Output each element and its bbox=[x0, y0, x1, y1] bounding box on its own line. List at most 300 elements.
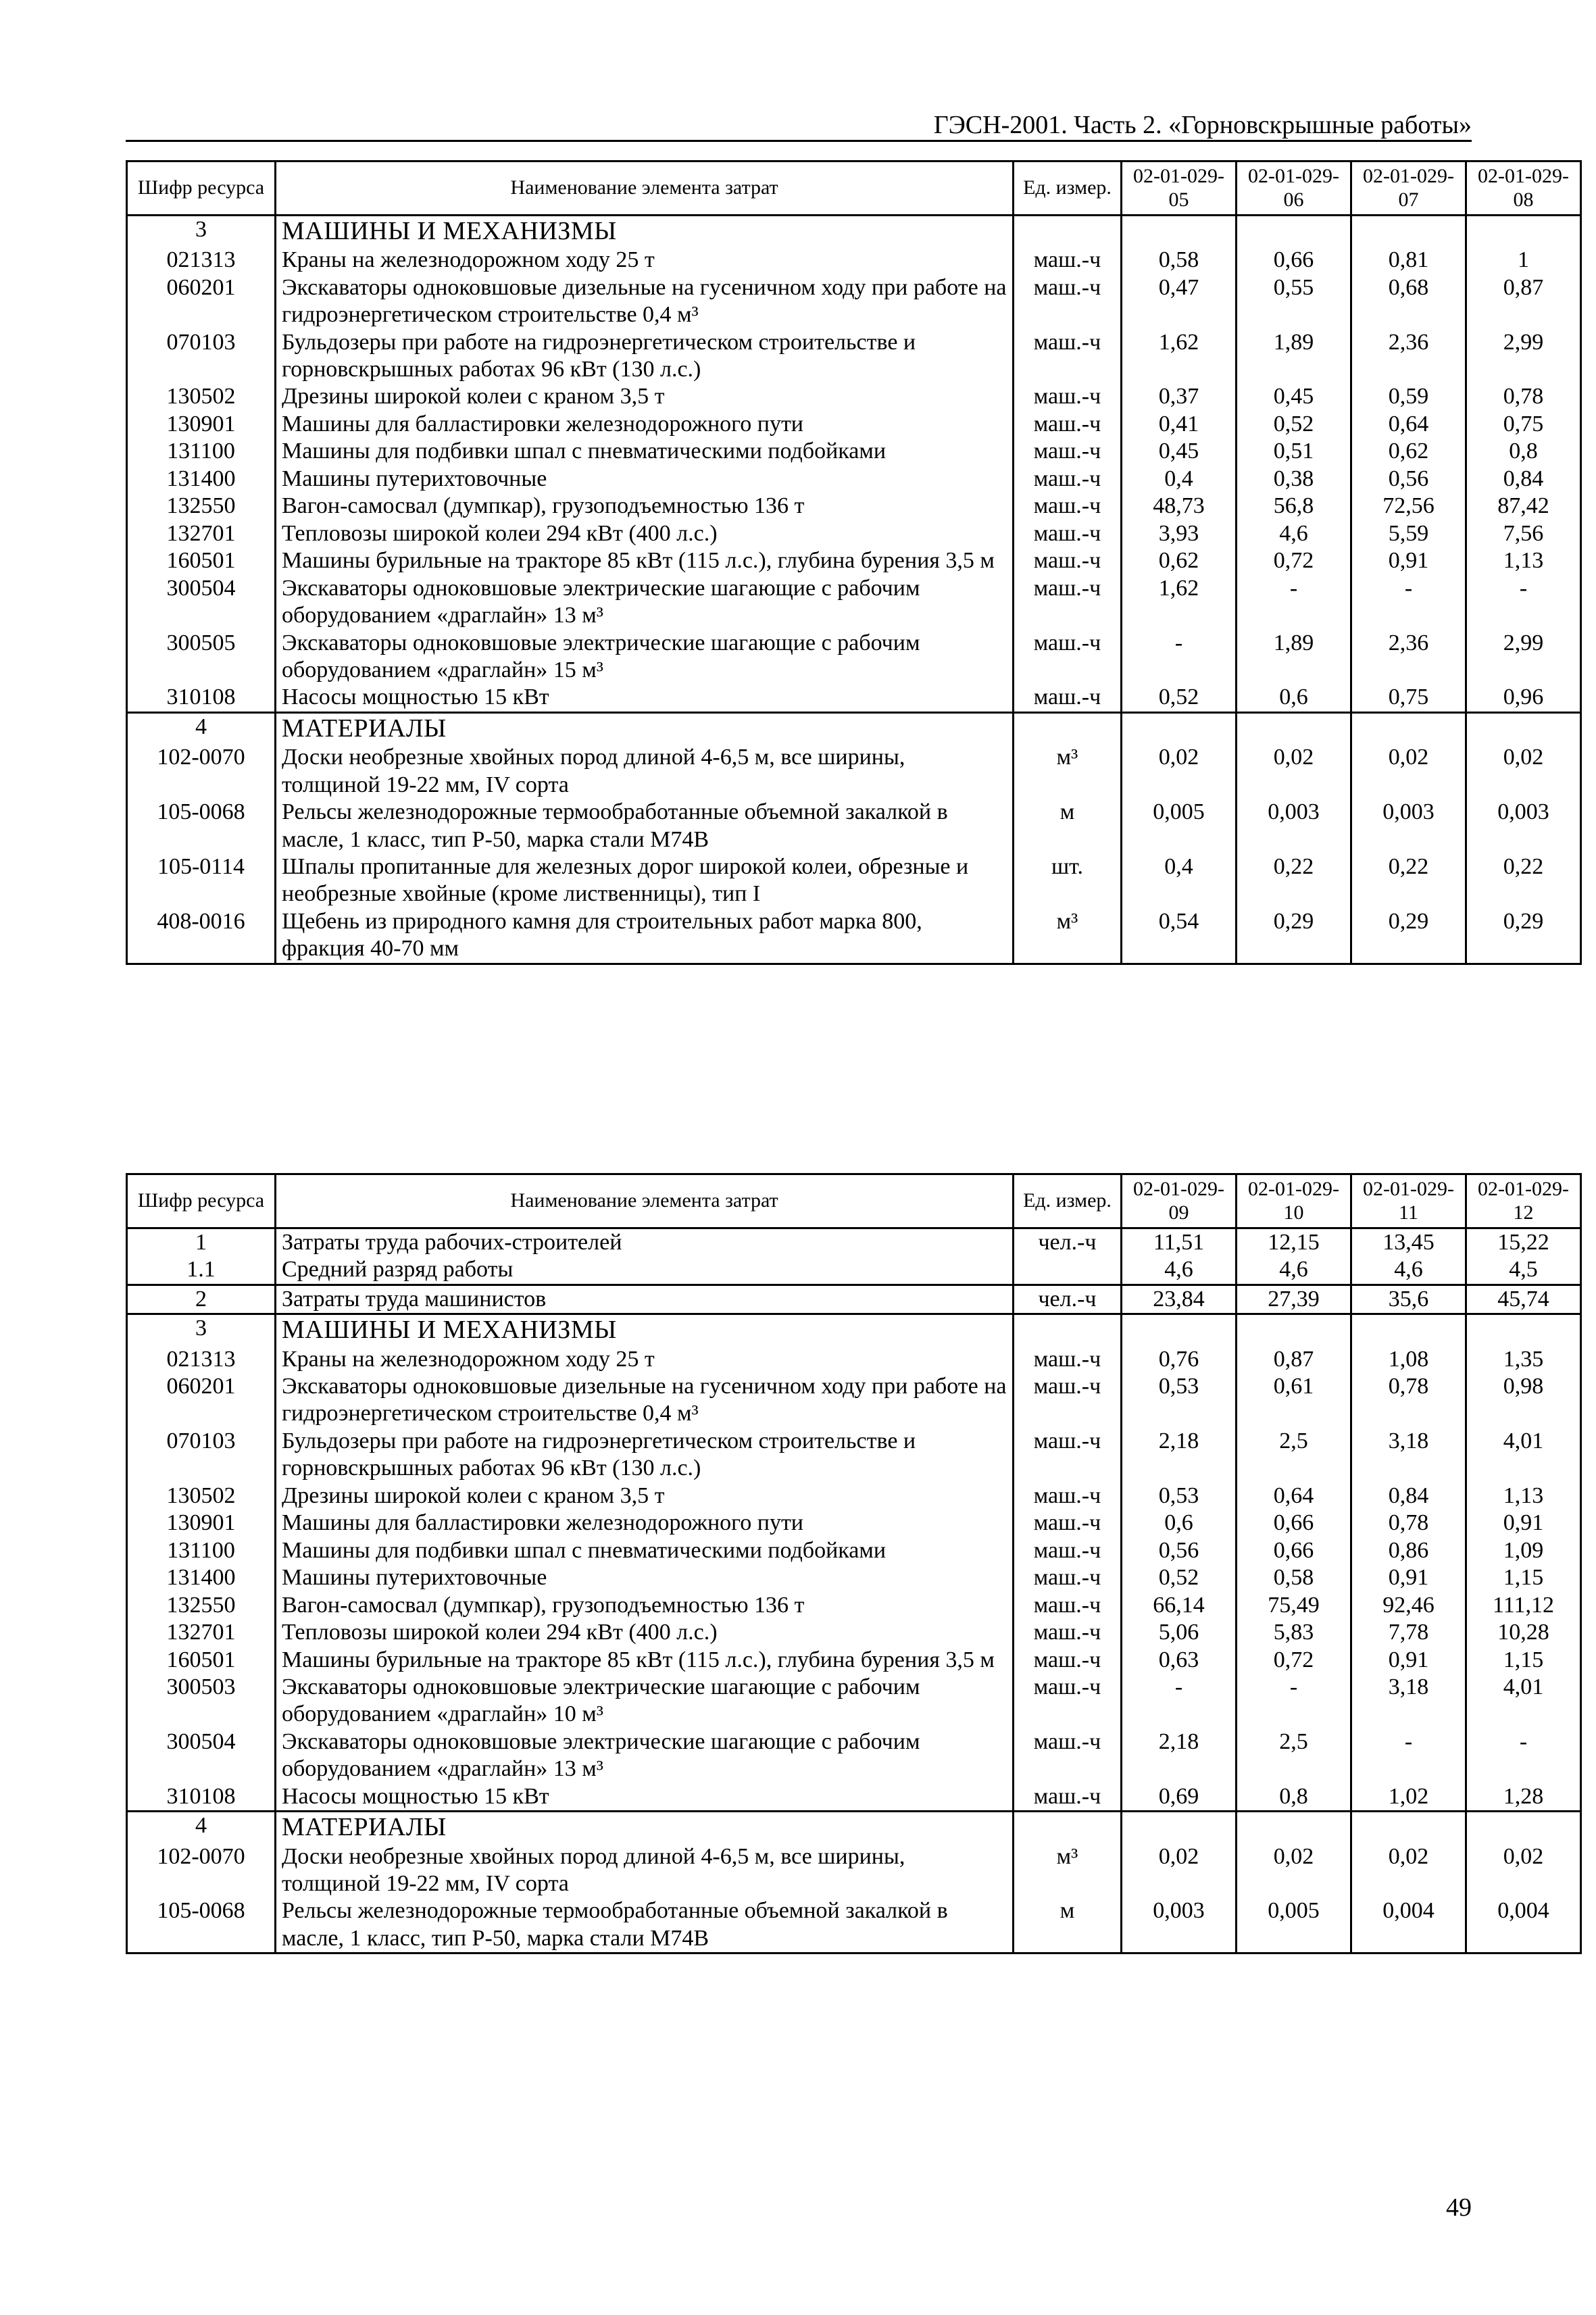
section-title: МАТЕРИАЛЫ bbox=[276, 1812, 1014, 1843]
empty-cell bbox=[1351, 1812, 1466, 1843]
rate-value-2: 0,55 bbox=[1237, 274, 1351, 329]
rate-value-4: 111,12 bbox=[1466, 1592, 1581, 1619]
table-row bbox=[127, 1537, 1581, 1564]
rate-value-3: 92,46 bbox=[1351, 1592, 1466, 1619]
table-row bbox=[127, 1510, 1581, 1537]
table-row bbox=[127, 1346, 1581, 1373]
resource-code: 070103 bbox=[127, 1428, 276, 1483]
rate-value-4: 0,004 bbox=[1466, 1897, 1581, 1953]
cost-element-name: Машины бурильные на тракторе 85 кВт (115 л.с.), глубина бурения 3,5 м bbox=[276, 1647, 1014, 1674]
rate-value-4: 1,09 bbox=[1466, 1537, 1581, 1564]
rate-value-3: 0,68 bbox=[1351, 274, 1466, 329]
cost-element-name: Вагон-самосвал (думпкар), грузоподъемностью 136 т bbox=[276, 493, 1014, 520]
section-row bbox=[127, 216, 1581, 247]
rate-value-1: 0,53 bbox=[1122, 1483, 1237, 1510]
rate-value-4: 0,78 bbox=[1466, 383, 1581, 410]
rate-value-1: 0,69 bbox=[1122, 1783, 1237, 1812]
empty-cell bbox=[1122, 712, 1237, 744]
unit: маш.-ч bbox=[1014, 1346, 1122, 1373]
rate-value-3: 4,6 bbox=[1351, 1256, 1466, 1285]
table-row bbox=[127, 383, 1581, 410]
table-row bbox=[127, 1285, 1581, 1314]
table-row bbox=[127, 575, 1581, 630]
empty-cell bbox=[1237, 712, 1351, 744]
empty-cell bbox=[1122, 1812, 1237, 1843]
rate-value-3: 3,18 bbox=[1351, 1428, 1466, 1483]
rate-value-4: 2,99 bbox=[1466, 329, 1581, 384]
rate-value-3: 1,08 bbox=[1351, 1346, 1466, 1373]
header-rate-2: 02-01-029-10 bbox=[1237, 1174, 1351, 1228]
empty-cell bbox=[1466, 1314, 1581, 1346]
rate-value-1: 3,93 bbox=[1122, 520, 1237, 547]
table-row bbox=[127, 1256, 1581, 1285]
rate-value-3: 0,59 bbox=[1351, 383, 1466, 410]
rate-value-3: 0,75 bbox=[1351, 684, 1466, 712]
cost-element-name: Машины бурильные на тракторе 85 кВт (115 л.с.), глубина бурения 3,5 м bbox=[276, 547, 1014, 574]
unit: маш.-ч bbox=[1014, 1510, 1122, 1537]
resource-code: 132701 bbox=[127, 520, 276, 547]
rate-value-4: - bbox=[1466, 1728, 1581, 1783]
unit: м bbox=[1014, 1897, 1122, 1953]
rate-value-1: 0,47 bbox=[1122, 274, 1237, 329]
resource-code: 310108 bbox=[127, 1783, 276, 1812]
header-rate-3: 02-01-029-11 bbox=[1351, 1174, 1466, 1228]
unit: маш.-ч bbox=[1014, 329, 1122, 384]
unit: маш.-ч bbox=[1014, 1564, 1122, 1591]
cost-element-name: Затраты труда рабочих-строителей bbox=[276, 1228, 1014, 1257]
rate-value-3: 0,56 bbox=[1351, 466, 1466, 493]
resource-code: 105-0114 bbox=[127, 853, 276, 908]
table-row bbox=[127, 630, 1581, 684]
cost-element-name: Экскаваторы одноковшовые дизельные на гусеничном ходу при работе на гидроэнергетическом строительстве 0,4 м³ bbox=[276, 274, 1014, 329]
resource-code: 102-0070 bbox=[127, 1843, 276, 1898]
rate-value-2: 1,89 bbox=[1237, 329, 1351, 384]
rate-value-1: 0,003 bbox=[1122, 1897, 1237, 1953]
empty-cell bbox=[1237, 216, 1351, 247]
resource-code: 300503 bbox=[127, 1674, 276, 1728]
rate-value-4: 0,75 bbox=[1466, 411, 1581, 438]
rate-value-4: 0,29 bbox=[1466, 908, 1581, 964]
rate-value-2: 0,51 bbox=[1237, 438, 1351, 465]
cost-element-name: Доски необрезные хвойных пород длиной 4-6,5 м, все ширины, толщиной 19-22 мм, IV сорта bbox=[276, 1843, 1014, 1898]
resource-code: 1 bbox=[127, 1228, 276, 1257]
rate-value-2: 0,66 bbox=[1237, 1537, 1351, 1564]
unit: м bbox=[1014, 799, 1122, 853]
header-rate-1: 02-01-029-05 bbox=[1122, 161, 1237, 216]
section-title: МАШИНЫ И МЕХАНИЗМЫ bbox=[276, 1314, 1014, 1346]
rate-value-4: 0,02 bbox=[1466, 744, 1581, 799]
rate-value-3: 35,6 bbox=[1351, 1285, 1466, 1314]
section-title: МАТЕРИАЛЫ bbox=[276, 712, 1014, 744]
header-unit: Ед. измер. bbox=[1014, 1174, 1122, 1228]
rate-value-1: 2,18 bbox=[1122, 1428, 1237, 1483]
unit: маш.-ч bbox=[1014, 274, 1122, 329]
rate-value-1: 0,6 bbox=[1122, 1510, 1237, 1537]
unit: маш.-ч bbox=[1014, 575, 1122, 630]
page-header-title: ГЭСН-2001. Часть 2. «Горновскрышные работы» bbox=[933, 111, 1472, 139]
unit: маш.-ч bbox=[1014, 383, 1122, 410]
unit: маш.-ч bbox=[1014, 547, 1122, 574]
section-row bbox=[127, 1812, 1581, 1843]
section-code: 3 bbox=[127, 216, 276, 247]
unit: маш.-ч bbox=[1014, 1783, 1122, 1812]
rate-value-1: 0,45 bbox=[1122, 438, 1237, 465]
rate-value-3: 5,59 bbox=[1351, 520, 1466, 547]
resource-code: 160501 bbox=[127, 547, 276, 574]
rate-value-4: - bbox=[1466, 575, 1581, 630]
resource-code: 102-0070 bbox=[127, 744, 276, 799]
resource-code: 160501 bbox=[127, 1647, 276, 1674]
rate-value-2: 0,22 bbox=[1237, 853, 1351, 908]
cost-element-name: Рельсы железнодорожные термообработанные объемной закалкой в масле, 1 класс, тип Р-50, марка стали М74В bbox=[276, 1897, 1014, 1953]
rate-value-1: - bbox=[1122, 1674, 1237, 1728]
rate-value-3: 2,36 bbox=[1351, 630, 1466, 684]
rate-value-1: 4,6 bbox=[1122, 1256, 1237, 1285]
unit: м³ bbox=[1014, 1843, 1122, 1898]
cost-element-name: Доски необрезные хвойных пород длиной 4-6,5 м, все ширины, толщиной 19-22 мм, IV сорта bbox=[276, 744, 1014, 799]
rate-value-1: 0,41 bbox=[1122, 411, 1237, 438]
unit: маш.-ч bbox=[1014, 1373, 1122, 1428]
rate-value-2: 0,58 bbox=[1237, 1564, 1351, 1591]
unit: маш.-ч bbox=[1014, 493, 1122, 520]
cost-element-name: Краны на железнодорожном ходу 25 т bbox=[276, 1346, 1014, 1373]
rate-value-4: 0,98 bbox=[1466, 1373, 1581, 1428]
empty-cell bbox=[1466, 1812, 1581, 1843]
table-row bbox=[127, 799, 1581, 853]
header-rate-3: 02-01-029-07 bbox=[1351, 161, 1466, 216]
table-row bbox=[127, 1783, 1581, 1812]
rate-value-1: 48,73 bbox=[1122, 493, 1237, 520]
resource-code: 060201 bbox=[127, 1373, 276, 1428]
table-row bbox=[127, 908, 1581, 964]
table-row bbox=[127, 744, 1581, 799]
rate-value-2: 27,39 bbox=[1237, 1285, 1351, 1314]
rate-value-3: 0,003 bbox=[1351, 799, 1466, 853]
unit bbox=[1014, 1256, 1122, 1285]
section-row bbox=[127, 712, 1581, 744]
cost-element-name: Экскаваторы одноковшовые электрические шагающие с рабочим оборудованием «драглайн» 15 м³ bbox=[276, 630, 1014, 684]
rate-value-3: 0,86 bbox=[1351, 1537, 1466, 1564]
cost-element-name: Тепловозы широкой колеи 294 кВт (400 л.с.) bbox=[276, 520, 1014, 547]
table-row bbox=[127, 438, 1581, 465]
rate-value-4: 1,15 bbox=[1466, 1647, 1581, 1674]
unit: чел.-ч bbox=[1014, 1285, 1122, 1314]
rate-value-1: 0,02 bbox=[1122, 1843, 1237, 1898]
resource-code: 132701 bbox=[127, 1619, 276, 1646]
rate-value-1: 0,4 bbox=[1122, 466, 1237, 493]
rate-value-4: 0,8 bbox=[1466, 438, 1581, 465]
resource-code: 131100 bbox=[127, 438, 276, 465]
rate-value-4: 87,42 bbox=[1466, 493, 1581, 520]
table-row bbox=[127, 1674, 1581, 1728]
rate-value-3: 13,45 bbox=[1351, 1228, 1466, 1257]
rate-value-2: 0,52 bbox=[1237, 411, 1351, 438]
cost-element-name: Шпалы пропитанные для железных дорог широкой колеи, обрезные и необрезные хвойные (кроме лиственницы), тип I bbox=[276, 853, 1014, 908]
resource-code: 132550 bbox=[127, 493, 276, 520]
table-row bbox=[127, 684, 1581, 712]
table-header-row bbox=[127, 1174, 1581, 1228]
table-row bbox=[127, 1728, 1581, 1783]
table-row bbox=[127, 547, 1581, 574]
cost-element-name: Краны на железнодорожном ходу 25 т bbox=[276, 247, 1014, 274]
unit: маш.-ч bbox=[1014, 1483, 1122, 1510]
table-row bbox=[127, 1619, 1581, 1646]
cost-element-name: Экскаваторы одноковшовые электрические шагающие с рабочим оборудованием «драглайн» 13 м³ bbox=[276, 1728, 1014, 1783]
resource-code: 300505 bbox=[127, 630, 276, 684]
rate-value-3: 0,91 bbox=[1351, 1564, 1466, 1591]
unit: маш.-ч bbox=[1014, 438, 1122, 465]
rate-value-2: 56,8 bbox=[1237, 493, 1351, 520]
rate-value-1: 5,06 bbox=[1122, 1619, 1237, 1646]
cost-element-name: Вагон-самосвал (думпкар), грузоподъемностью 136 т bbox=[276, 1592, 1014, 1619]
resource-code: 021313 bbox=[127, 247, 276, 274]
cost-element-name: Затраты труда машинистов bbox=[276, 1285, 1014, 1314]
empty-cell bbox=[1014, 712, 1122, 744]
table-row bbox=[127, 1592, 1581, 1619]
rate-value-3: 0,81 bbox=[1351, 247, 1466, 274]
header-resource-code: Шифр ресурса bbox=[127, 161, 276, 216]
header-rate-4: 02-01-029-12 bbox=[1466, 1174, 1581, 1228]
rate-value-2: 0,72 bbox=[1237, 547, 1351, 574]
empty-cell bbox=[1351, 712, 1466, 744]
rate-value-4: 2,99 bbox=[1466, 630, 1581, 684]
rate-value-2: 4,6 bbox=[1237, 1256, 1351, 1285]
unit: маш.-ч bbox=[1014, 411, 1122, 438]
rate-value-1: 0,52 bbox=[1122, 684, 1237, 712]
header-cost-element-name: Наименование элемента затрат bbox=[276, 1174, 1014, 1228]
table-row bbox=[127, 274, 1581, 329]
rate-value-4: 0,003 bbox=[1466, 799, 1581, 853]
empty-cell bbox=[1237, 1314, 1351, 1346]
rate-value-4: 0,02 bbox=[1466, 1843, 1581, 1898]
rate-value-3: 0,29 bbox=[1351, 908, 1466, 964]
rate-value-2: 12,15 bbox=[1237, 1228, 1351, 1257]
rate-value-1: 0,02 bbox=[1122, 744, 1237, 799]
rate-value-2: 4,6 bbox=[1237, 520, 1351, 547]
resource-code: 408-0016 bbox=[127, 908, 276, 964]
rate-value-2: 2,5 bbox=[1237, 1428, 1351, 1483]
header-cost-element-name: Наименование элемента затрат bbox=[276, 161, 1014, 216]
rate-value-4: 1,35 bbox=[1466, 1346, 1581, 1373]
cost-element-name: Экскаваторы одноковшовые электрические шагающие с рабочим оборудованием «драглайн» 10 м³ bbox=[276, 1674, 1014, 1728]
section-row bbox=[127, 1314, 1581, 1346]
header-rule bbox=[126, 140, 1472, 142]
resource-code: 131400 bbox=[127, 1564, 276, 1591]
cost-element-name: Рельсы железнодорожные термообработанные объемной закалкой в масле, 1 класс, тип Р-50, марка стали М74В bbox=[276, 799, 1014, 853]
unit: м³ bbox=[1014, 908, 1122, 964]
table-row bbox=[127, 466, 1581, 493]
rate-value-1: 0,005 bbox=[1122, 799, 1237, 853]
cost-element-name: Экскаваторы одноковшовые электрические шагающие с рабочим оборудованием «драглайн» 13 м³ bbox=[276, 575, 1014, 630]
table-row bbox=[127, 493, 1581, 520]
cost-element-name: Машины для балластировки железнодорожного пути bbox=[276, 1510, 1014, 1537]
rate-value-3: - bbox=[1351, 1728, 1466, 1783]
rate-value-1: 0,52 bbox=[1122, 1564, 1237, 1591]
unit: маш.-ч bbox=[1014, 684, 1122, 712]
empty-cell bbox=[1351, 216, 1466, 247]
rate-value-4: 7,56 bbox=[1466, 520, 1581, 547]
cost-element-name: Машины для подбивки шпал с пневматическими подбойками bbox=[276, 1537, 1014, 1564]
rate-value-3: 0,91 bbox=[1351, 547, 1466, 574]
table-row bbox=[127, 247, 1581, 274]
rate-value-2: 0,61 bbox=[1237, 1373, 1351, 1428]
unit: маш.-ч bbox=[1014, 247, 1122, 274]
rate-value-4: 0,84 bbox=[1466, 466, 1581, 493]
unit: маш.-ч bbox=[1014, 1592, 1122, 1619]
rate-value-4: 0,87 bbox=[1466, 274, 1581, 329]
cost-element-name: Машины для балластировки железнодорожного пути bbox=[276, 411, 1014, 438]
rate-value-2: 2,5 bbox=[1237, 1728, 1351, 1783]
resource-code: 131400 bbox=[127, 466, 276, 493]
rate-value-2: 1,89 bbox=[1237, 630, 1351, 684]
unit: маш.-ч bbox=[1014, 630, 1122, 684]
empty-cell bbox=[1014, 216, 1122, 247]
rate-value-1: 0,58 bbox=[1122, 247, 1237, 274]
rate-value-2: 5,83 bbox=[1237, 1619, 1351, 1646]
rate-value-3: 7,78 bbox=[1351, 1619, 1466, 1646]
rate-value-3: 0,84 bbox=[1351, 1483, 1466, 1510]
rate-value-2: 0,29 bbox=[1237, 908, 1351, 964]
rate-value-1: 0,54 bbox=[1122, 908, 1237, 964]
cost-element-name: Насосы мощностью 15 кВт bbox=[276, 1783, 1014, 1812]
rate-value-4: 1,13 bbox=[1466, 1483, 1581, 1510]
rate-value-3: 0,91 bbox=[1351, 1647, 1466, 1674]
rate-value-3: 0,02 bbox=[1351, 744, 1466, 799]
unit: маш.-ч bbox=[1014, 1674, 1122, 1728]
empty-cell bbox=[1351, 1314, 1466, 1346]
rate-value-1: 1,62 bbox=[1122, 329, 1237, 384]
header-rate-2: 02-01-029-06 bbox=[1237, 161, 1351, 216]
rate-value-4: 4,01 bbox=[1466, 1674, 1581, 1728]
rate-value-2: 0,003 bbox=[1237, 799, 1351, 853]
rate-value-4: 4,5 bbox=[1466, 1256, 1581, 1285]
table-row bbox=[127, 329, 1581, 384]
unit: маш.-ч bbox=[1014, 1428, 1122, 1483]
rate-value-1: 1,62 bbox=[1122, 575, 1237, 630]
rate-value-2: 0,38 bbox=[1237, 466, 1351, 493]
resource-code: 130901 bbox=[127, 1510, 276, 1537]
rate-value-1: 0,53 bbox=[1122, 1373, 1237, 1428]
rate-value-1: 0,76 bbox=[1122, 1346, 1237, 1373]
resource-code: 105-0068 bbox=[127, 799, 276, 853]
rate-value-4: 10,28 bbox=[1466, 1619, 1581, 1646]
unit: маш.-ч bbox=[1014, 1537, 1122, 1564]
rate-value-1: - bbox=[1122, 630, 1237, 684]
page-number: 49 bbox=[1446, 2193, 1472, 2222]
rate-value-1: 0,62 bbox=[1122, 547, 1237, 574]
rate-value-2: 0,02 bbox=[1237, 744, 1351, 799]
rate-value-3: 2,36 bbox=[1351, 329, 1466, 384]
resource-code: 105-0068 bbox=[127, 1897, 276, 1953]
header-rate-4: 02-01-029-08 bbox=[1466, 161, 1581, 216]
cost-element-name: Насосы мощностью 15 кВт bbox=[276, 684, 1014, 712]
rate-value-4: 1,15 bbox=[1466, 1564, 1581, 1591]
rate-value-1: 66,14 bbox=[1122, 1592, 1237, 1619]
rate-value-3: 0,78 bbox=[1351, 1373, 1466, 1428]
resource-code: 130502 bbox=[127, 383, 276, 410]
rate-value-2: 0,87 bbox=[1237, 1346, 1351, 1373]
rate-value-2: 0,72 bbox=[1237, 1647, 1351, 1674]
rate-value-4: 1 bbox=[1466, 247, 1581, 274]
resource-code: 300504 bbox=[127, 1728, 276, 1783]
table-header-row bbox=[127, 161, 1581, 216]
rate-value-1: 0,63 bbox=[1122, 1647, 1237, 1674]
header-resource-code: Шифр ресурса bbox=[127, 1174, 276, 1228]
unit: маш.-ч bbox=[1014, 520, 1122, 547]
resource-code: 060201 bbox=[127, 274, 276, 329]
rate-value-3: 0,004 bbox=[1351, 1897, 1466, 1953]
rate-value-1: 0,56 bbox=[1122, 1537, 1237, 1564]
resource-code: 130502 bbox=[127, 1483, 276, 1510]
unit: маш.-ч bbox=[1014, 1728, 1122, 1783]
header-unit: Ед. измер. bbox=[1014, 161, 1122, 216]
rate-value-3: 0,22 bbox=[1351, 853, 1466, 908]
empty-cell bbox=[1122, 1314, 1237, 1346]
rate-value-4: 0,22 bbox=[1466, 853, 1581, 908]
rate-value-2: 0,66 bbox=[1237, 247, 1351, 274]
rate-value-3: 0,62 bbox=[1351, 438, 1466, 465]
unit: маш.-ч bbox=[1014, 1647, 1122, 1674]
rate-value-2: 0,66 bbox=[1237, 1510, 1351, 1537]
cost-element-name: Экскаваторы одноковшовые дизельные на гусеничном ходу при работе на гидроэнергетическом строительстве 0,4 м³ bbox=[276, 1373, 1014, 1428]
rate-value-3: 72,56 bbox=[1351, 493, 1466, 520]
resource-code: 2 bbox=[127, 1285, 276, 1314]
table-row bbox=[127, 853, 1581, 908]
rate-value-3: 3,18 bbox=[1351, 1674, 1466, 1728]
rate-value-2: 0,6 bbox=[1237, 684, 1351, 712]
resource-code: 070103 bbox=[127, 329, 276, 384]
section-code: 4 bbox=[127, 712, 276, 744]
rate-value-4: 1,13 bbox=[1466, 547, 1581, 574]
cost-element-name: Машины для подбивки шпал с пневматическими подбойками bbox=[276, 438, 1014, 465]
table-row bbox=[127, 411, 1581, 438]
table-row bbox=[127, 520, 1581, 547]
rate-value-2: 75,49 bbox=[1237, 1592, 1351, 1619]
empty-cell bbox=[1466, 712, 1581, 744]
unit: шт. bbox=[1014, 853, 1122, 908]
table-row bbox=[127, 1647, 1581, 1674]
table-row bbox=[127, 1373, 1581, 1428]
rate-value-2: 0,45 bbox=[1237, 383, 1351, 410]
rate-value-3: 0,02 bbox=[1351, 1843, 1466, 1898]
cost-table-2 bbox=[126, 1173, 1582, 1954]
rate-value-2: - bbox=[1237, 575, 1351, 630]
section-title: МАШИНЫ И МЕХАНИЗМЫ bbox=[276, 216, 1014, 247]
unit: м³ bbox=[1014, 744, 1122, 799]
rate-value-3: 0,78 bbox=[1351, 1510, 1466, 1537]
rate-value-1: 2,18 bbox=[1122, 1728, 1237, 1783]
rate-value-2: 0,02 bbox=[1237, 1843, 1351, 1898]
rate-value-4: 0,96 bbox=[1466, 684, 1581, 712]
rate-value-1: 23,84 bbox=[1122, 1285, 1237, 1314]
empty-cell bbox=[1122, 216, 1237, 247]
rate-value-4: 1,28 bbox=[1466, 1783, 1581, 1812]
section-code: 4 bbox=[127, 1812, 276, 1843]
resource-code: 021313 bbox=[127, 1346, 276, 1373]
rate-value-1: 0,4 bbox=[1122, 853, 1237, 908]
section-code: 3 bbox=[127, 1314, 276, 1346]
rate-value-4: 4,01 bbox=[1466, 1428, 1581, 1483]
table-row bbox=[127, 1843, 1581, 1898]
cost-element-name: Машины путерихтовочные bbox=[276, 466, 1014, 493]
cost-element-name: Дрезины широкой колеи с краном 3,5 т bbox=[276, 1483, 1014, 1510]
empty-cell bbox=[1237, 1812, 1351, 1843]
empty-cell bbox=[1466, 216, 1581, 247]
cost-table-1 bbox=[126, 160, 1582, 965]
rate-value-2: 0,64 bbox=[1237, 1483, 1351, 1510]
empty-cell bbox=[1014, 1812, 1122, 1843]
cost-element-name: Дрезины широкой колеи с краном 3,5 т bbox=[276, 383, 1014, 410]
